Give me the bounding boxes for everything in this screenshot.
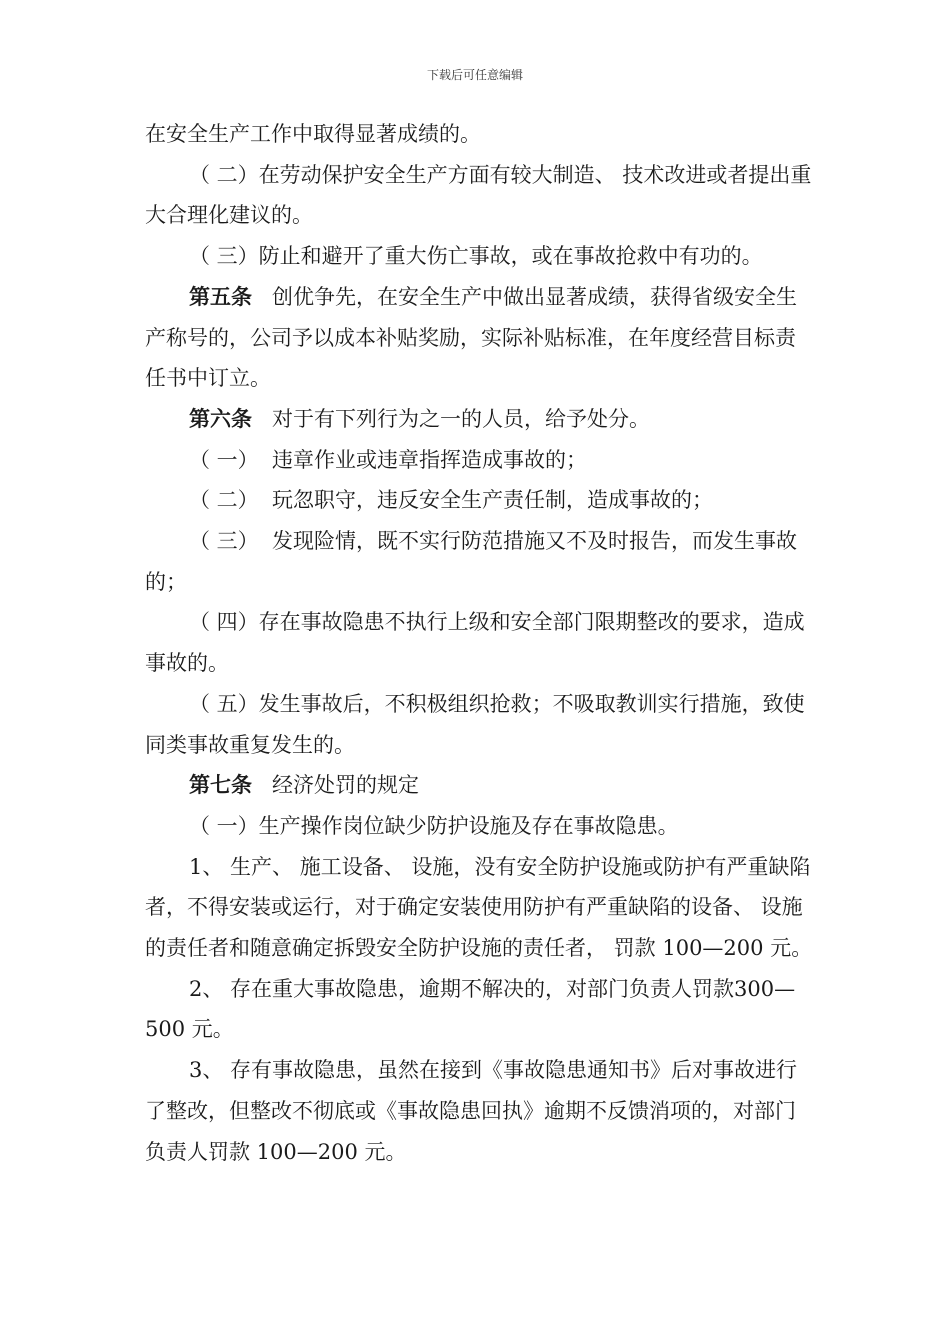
paragraph: （ 三） 发现险情，既不实行防范措施又不及时报告，而发生事故的； [145,529,798,594]
page-header: 下载后可任意编辑 [426,68,523,82]
paragraph: （ 二）在劳动保护安全生产方面有较大制造、 技术改进或者提出重大合理化建议的。 [145,162,812,228]
article-label: 第七条 [189,773,252,798]
paragraph: （ 一）生产操作岗位缺少防护设施及存在事故隐患。 [189,813,679,838]
paragraph: （ 二） 玩忽职守，违反安全生产责任制，造成事故的； [189,488,714,513]
article-paragraph [145,277,815,399]
article-label: 第五条 [189,284,252,309]
article-label: 第六条 [189,406,252,431]
paragraph: 2、 存在重大事故隐患，逾期不解决的，对部门负责人罚款300—500 元。 [145,976,796,1042]
paragraph: 在安全生产工作中取得显著成绩的。 [145,122,481,146]
article-paragraph [145,399,815,440]
article-text: 经济处罚的规定 [272,773,420,798]
paragraph: （ 五）发生事故后，不积极组织抢救；不吸取教训实行措施，致使同类事故重复发生的。 [145,691,805,757]
article-paragraph [145,765,815,806]
document-body [145,114,815,1172]
paragraph: （ 一） 违章作业或违章指挥造成事故的； [189,447,588,472]
paragraph: 1、 生产、 施工设备、 设施，没有安全防护设施或防护有严重缺陷者，不得安装或运行，对于确定安装使用防护有严重缺陷的设备、 设施的责任者和随意确定拆毁安全防护设施的责任者， 罚款 100—200 元。 [145,854,813,961]
paragraph: 3、 存有事故隐患，虽然在接到《事故隐患通知书》后对事故进行了整改，但整改不彻底或《事故隐患回执》逾期不反馈消项的，对部门负责人罚款 100—200 元。 [145,1058,798,1164]
paragraph: （ 四）存在事故隐患不执行上级和安全部门限期整改的要求，造成事故的。 [145,610,805,676]
paragraph: （ 三）防止和避开了重大伤亡事故，或在事故抢救中有功的。 [189,244,763,269]
article-text: 对于有下列行为之一的人员，给予处分。 [272,406,651,431]
article-text: 创优争先，在安全生产中做出显著成绩，获得省级安全生产称号的，公司予以成本补贴奖励，实际补贴标准，在年度经营目标责任书中订立。 [145,284,798,391]
